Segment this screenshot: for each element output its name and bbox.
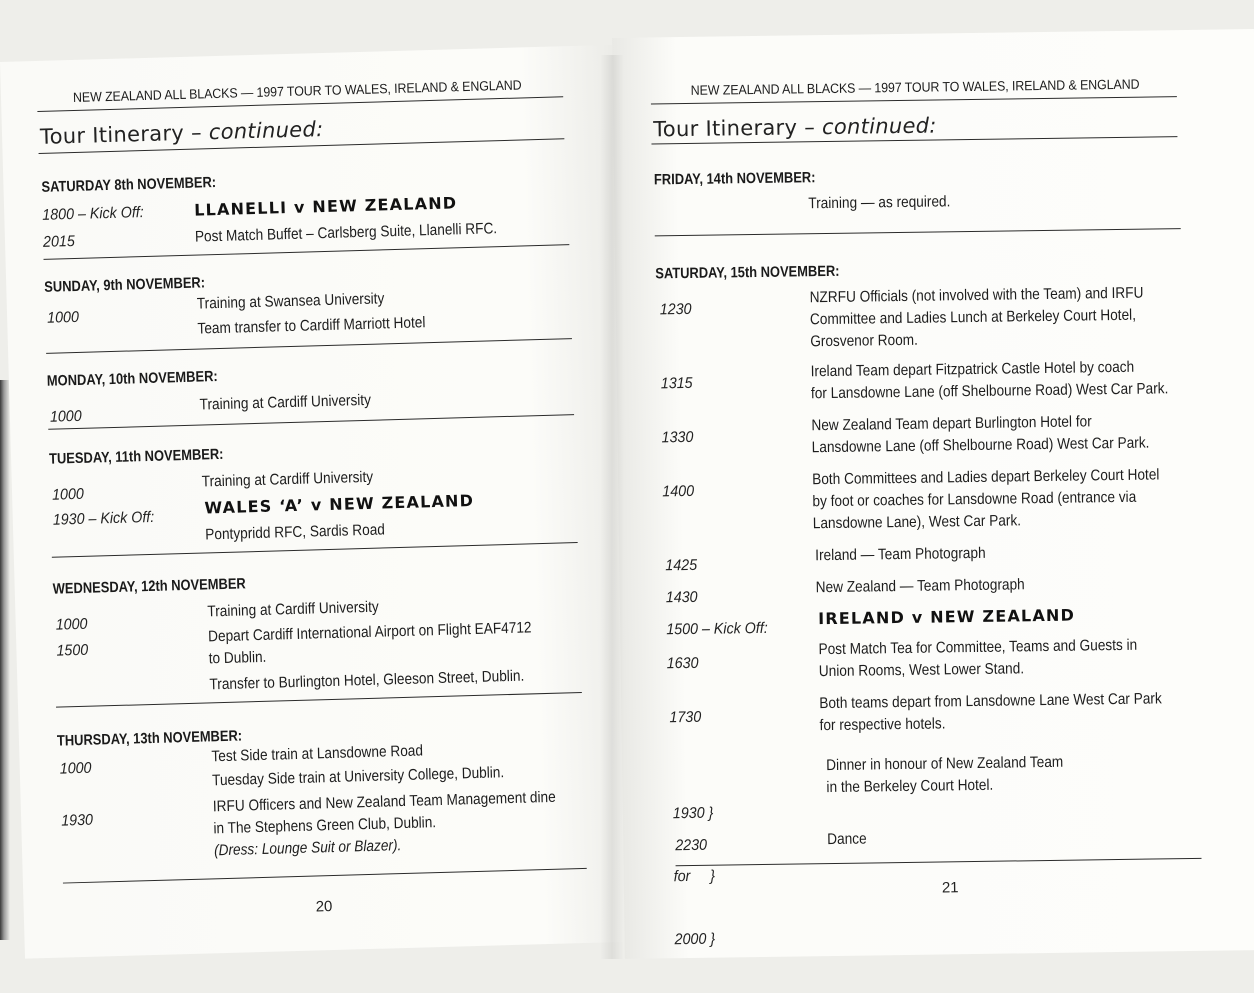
time: 1500 – Kick Off: xyxy=(666,619,768,639)
event-description: Training at Cardiff University xyxy=(199,391,372,414)
event-description: Training at Swansea University xyxy=(196,290,385,313)
event-description: Training at Cardiff University xyxy=(201,468,374,491)
event-description: Transfer to Burlington Hotel, Gleeson Street, Dublin. xyxy=(209,667,525,694)
section-rule xyxy=(46,338,572,354)
time-range: 1930 } for } 2000 } xyxy=(672,804,716,949)
event-description: Dinner in honour of New Zealand Team in the Berkeley Court Hotel. xyxy=(826,753,1064,797)
time: 1230 xyxy=(659,300,692,319)
event-description: Ireland — Team Photograph xyxy=(815,544,986,565)
event-description: Team transfer to Cardiff Marriott Hotel xyxy=(197,314,426,338)
day-heading: MONDAY, 10th NOVEMBER: xyxy=(46,368,218,390)
event-description: Ireland Team depart Fitzpatrick Castle Hotel by coach for Lansdowne Lane (off Shelbourne Road) West Car Park. xyxy=(810,358,1169,403)
time: 1730 xyxy=(669,708,702,727)
section-rule xyxy=(44,244,570,260)
match-title: WALES ‘A’ v NEW ZEALAND xyxy=(204,490,475,518)
time: 2230 xyxy=(675,836,708,855)
event-description: Pontypridd RFC, Sardis Road xyxy=(205,521,386,544)
day-heading: SATURDAY, 15th NOVEMBER: xyxy=(655,262,840,283)
day-heading: WEDNESDAY, 12th NOVEMBER xyxy=(52,575,246,598)
time: 1630 xyxy=(666,654,699,673)
page-number: 20 xyxy=(315,898,333,916)
time: 1800 – Kick Off: xyxy=(42,204,144,224)
event-description: New Zealand Team depart Burlington Hotel for Lansdowne Lane (off Shelbourne Road) West Car Park. xyxy=(811,413,1150,457)
time: 1930 xyxy=(60,811,94,830)
section-title: Tour Itinerary – continued: xyxy=(653,113,937,142)
time: 1330 xyxy=(661,428,694,447)
time: 1315 xyxy=(660,374,693,393)
time: 1425 xyxy=(665,556,698,575)
time: 2015 xyxy=(42,232,76,251)
book-spine-shadow xyxy=(600,55,624,959)
day-heading: SUNDAY, 9th NOVEMBER: xyxy=(44,274,206,296)
time: 1400 xyxy=(662,482,695,501)
time: 1500 xyxy=(56,641,89,660)
time: 1430 xyxy=(665,588,698,607)
event-description: Post Match Tea for Committee, Teams and Guests in Union Rooms, West Lower Stand. xyxy=(818,636,1138,681)
section-rule xyxy=(56,692,582,708)
event-description: Dance xyxy=(827,830,867,849)
event-description: Training at Cardiff University xyxy=(207,598,379,621)
time: 1000 xyxy=(51,485,85,504)
event-description: Post Match Buffet – Carlsberg Suite, Llanelli RFC. xyxy=(194,220,498,246)
event-description: Test Side train at Lansdowne Road xyxy=(211,742,424,766)
time: 1000 xyxy=(49,407,82,426)
section-rule xyxy=(48,414,574,430)
day-heading: SATURDAY 8th NOVEMBER: xyxy=(41,174,217,196)
running-head: NEW ZEALAND ALL BLACKS — 1997 TOUR TO WALES, IRELAND & ENGLAND xyxy=(690,76,1140,98)
event-description: (Dress: Lounge Suit or Blazer). xyxy=(213,837,402,860)
match-title: IRELAND v NEW ZEALAND xyxy=(817,605,1076,629)
event-description: to Dublin. xyxy=(208,648,267,668)
section-rule xyxy=(63,868,587,884)
page-number: 21 xyxy=(941,879,959,897)
section-rule xyxy=(655,228,1181,236)
day-heading: FRIDAY, 14th NOVEMBER: xyxy=(653,169,816,189)
event-description: Both Committees and Ladies depart Berkeley Court Hotel by foot or coaches for Lansdowne Road (entrance via Lansdowne Lane), West Car Park. xyxy=(812,466,1160,533)
event-description: Both teams depart from Lansdowne Lane West Car Park for respective hotels. xyxy=(819,690,1162,735)
event-description: Training — as required. xyxy=(808,193,951,213)
day-heading: TUESDAY, 11th NOVEMBER: xyxy=(48,445,224,468)
left-page xyxy=(0,45,637,959)
time: 1000 xyxy=(46,308,80,327)
page-edge-shadow xyxy=(0,380,10,940)
section-rule xyxy=(676,858,1202,866)
event-description: in The Stephens Green Club, Dublin. xyxy=(213,814,437,838)
time: 1000 xyxy=(59,759,92,778)
section-rule xyxy=(52,542,578,558)
day-heading: THURSDAY, 13th NOVEMBER: xyxy=(56,727,243,750)
event-description: Tuesday Side train at University College, Dublin. xyxy=(211,764,505,790)
time: 1000 xyxy=(55,615,88,634)
right-page xyxy=(612,29,1254,959)
section-title: Tour Itinerary – continued: xyxy=(39,116,324,149)
event-description: Depart Cardiff International Airport on Flight EAF4712 xyxy=(207,619,532,646)
event-description: NZRFU Officials (not involved with the Team) and IRFU Committee and Ladies Lunch at Berkeley Court Hotel, Grosvenor Room. xyxy=(809,284,1144,351)
time: 1930 – Kick Off: xyxy=(52,508,155,529)
event-description: IRFU Officers and New Zealand Team Management dine xyxy=(212,788,556,816)
event-description: New Zealand — Team Photograph xyxy=(815,576,1025,597)
running-head: NEW ZEALAND ALL BLACKS — 1997 TOUR TO WALES, IRELAND & ENGLAND xyxy=(72,77,522,105)
match-title: LLANELLI v NEW ZEALAND xyxy=(193,193,458,220)
